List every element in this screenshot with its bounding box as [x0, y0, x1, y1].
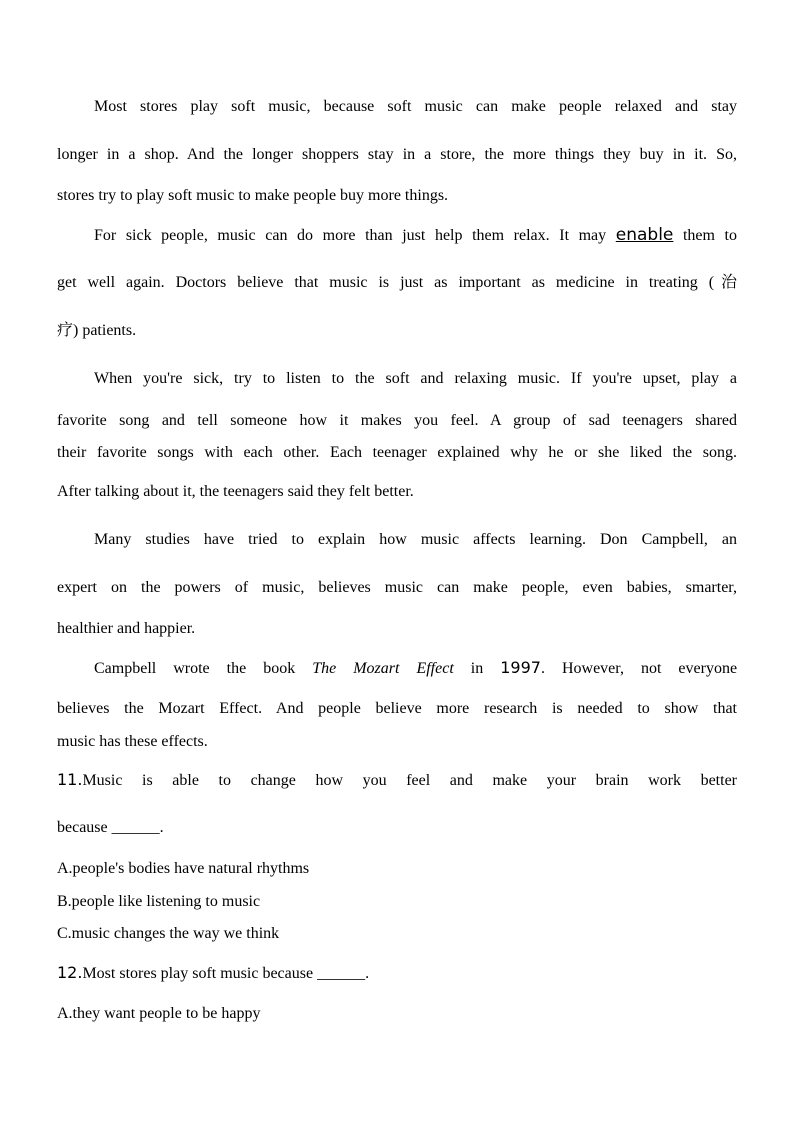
p5-line-1-end: . However, not everyone [540, 660, 738, 677]
question-11-option-b: B.people like listening to music [57, 893, 261, 910]
year: 1997 [500, 658, 541, 677]
question-11-number: 11. [57, 770, 83, 789]
p4-line-3: healthier and happier. [57, 620, 196, 637]
question-11-line-2: because ______. [57, 819, 164, 836]
p1-line-2: longer in a shop. And the longer shoppers stay in a store, the more things they buy in it. So, [57, 146, 737, 163]
p5-line-3: music has these effects. [57, 733, 208, 750]
p2-line-3: 疗) patients. [57, 322, 137, 339]
question-11-option-c: C.music changes the way we think [57, 925, 280, 942]
p5-line-1-text: Campbell wrote the book [94, 660, 296, 677]
question-11-stem: Music is able to change how you feel and make your brain work better [82, 772, 737, 789]
question-12-stem: Most stores play soft music because ______. [82, 965, 370, 982]
p3-line-3: their favorite songs with each other. Each teenager explained why he or she liked the song. [57, 444, 737, 461]
question-12-number: 12. [57, 963, 83, 982]
p3-line-1: When you're sick, try to listen to the soft and relaxing music. If you're upset, play a [94, 370, 737, 387]
p4-line-2: expert on the powers of music, believes music can make people, even babies, smarter, [57, 579, 737, 596]
p4-line-1: Many studies have tried to explain how music affects learning. Don Campbell, an [94, 531, 737, 548]
question-12-option-a: A.they want people to be happy [57, 1005, 261, 1022]
question-12 [57, 963, 737, 984]
p1-line-1: Most stores play soft music, because soft music can make people relaxed and stay [94, 98, 737, 115]
p2-line-2: get well again. Doctors believe that music is just as important as medicine in treating (治 [57, 274, 737, 291]
p5-line-1 [94, 658, 737, 679]
p3-line-4: After talking about it, the teenagers said they felt better. [57, 483, 414, 500]
question-11-option-a: A.people's bodies have natural rhythms [57, 860, 310, 877]
p1-line-3: stores try to play soft music to make people buy more things. [57, 187, 449, 204]
question-11 [57, 770, 737, 791]
p3-line-2: favorite song and tell someone how it makes you feel. A group of sad teenagers shared [57, 412, 737, 429]
vocab-enable: enable [615, 225, 674, 245]
p2-line-1 [94, 225, 737, 246]
book-title: The Mozart Effect [312, 660, 454, 677]
p5-line-1-in: in [470, 660, 484, 677]
p5-line-2: believes the Mozart Effect. And people believe more research is needed to show that [57, 700, 737, 717]
p2-line-1-end: them to [682, 227, 737, 244]
p2-line-1-text: For sick people, music can do more than just help them relax. It may [94, 227, 607, 244]
